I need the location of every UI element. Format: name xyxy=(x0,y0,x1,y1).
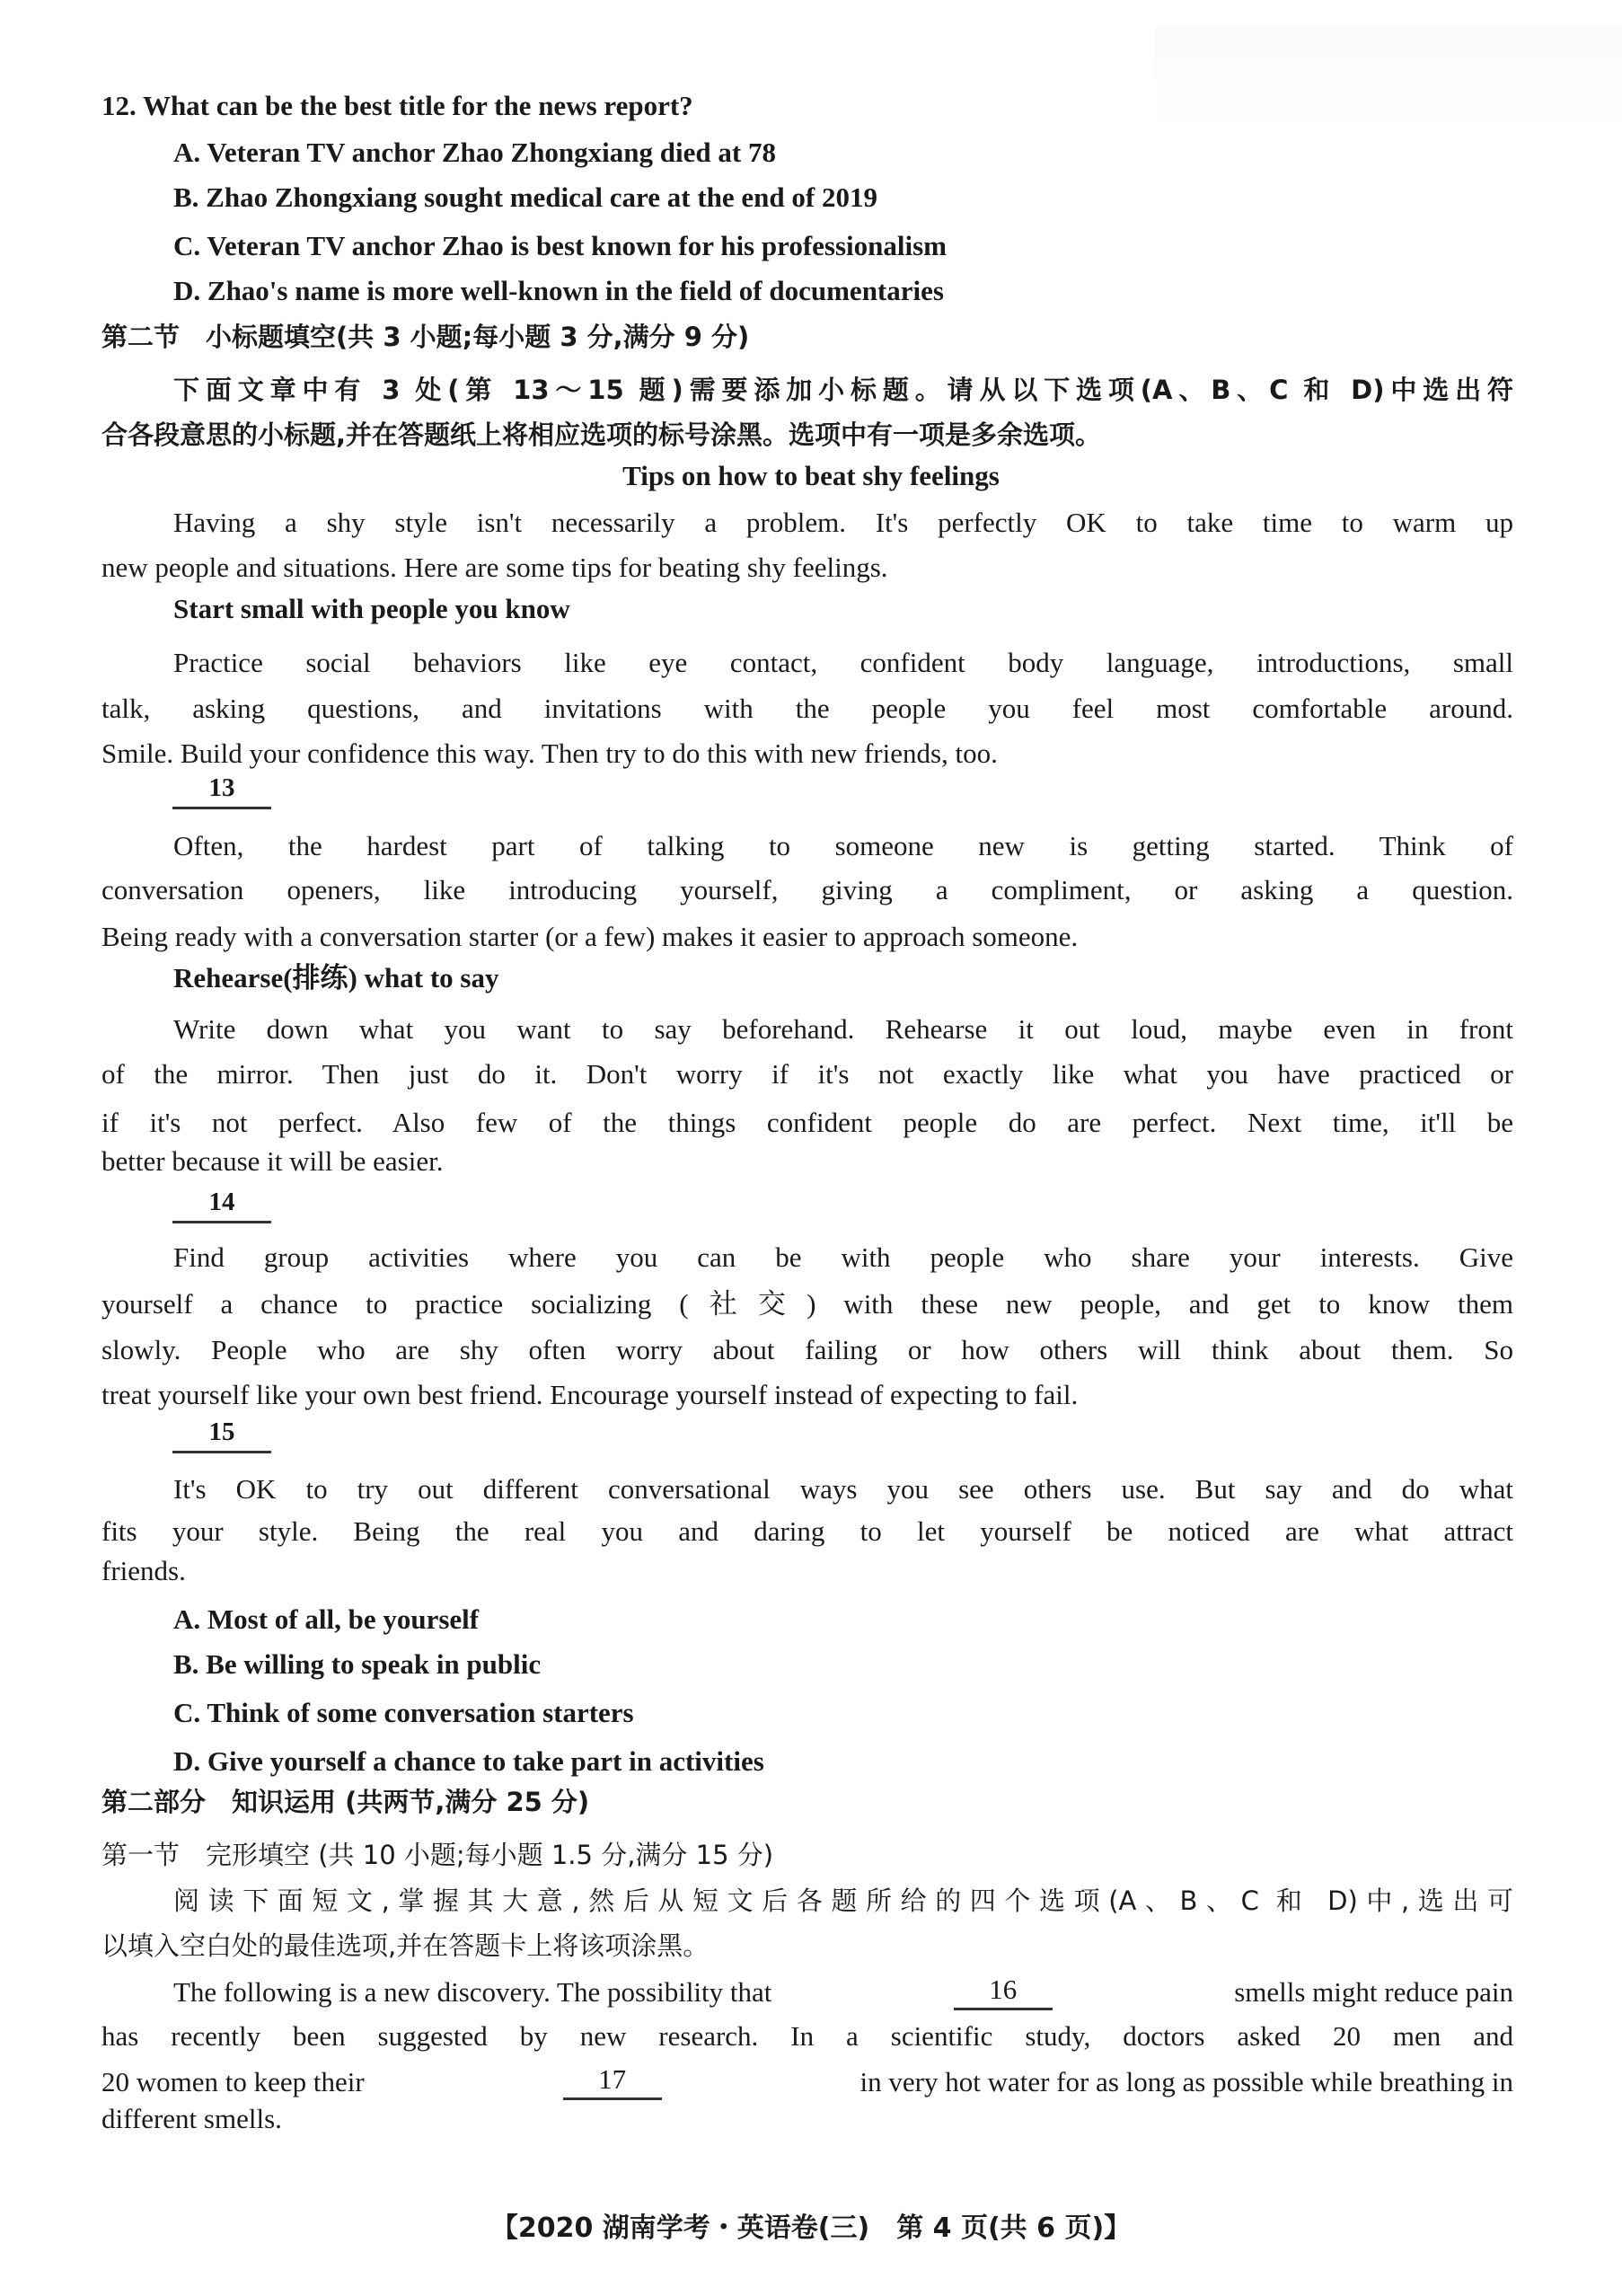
cloze-line1-end: smells might reduce pain xyxy=(1234,1976,1513,2008)
q12-option-d: D. Zhao's name is more well-known in the field of documentaries xyxy=(173,275,944,306)
para5-line1: It's OK to try out different conversational ways you see others use. But say and do what xyxy=(173,1473,1513,1505)
blank-14: 14 xyxy=(208,1188,235,1216)
question-12: 12. What can be the best title for the news report? xyxy=(101,90,693,121)
q12-option-b: B. Zhao Zhongxiang sought medical care at the end of 2019 xyxy=(173,181,877,213)
para3-line4: better because it will be easier. xyxy=(101,1145,444,1177)
blank-13: 13 xyxy=(208,773,235,802)
part2-instructions-line1: 阅读下面短文,掌握其大意,然后从短文后各题所给的四个选项(A、B、C 和 D)中,选出可 xyxy=(173,1885,1513,1916)
para1-line3: Smile. Build your confidence this way. Then try to do this with new friends, too. xyxy=(101,737,998,769)
q12-option-a: A. Veteran TV anchor Zhao Zhongxiang died at 78 xyxy=(173,137,776,168)
para1-line2: talk, asking questions, and invitations with the people you feel most comfortable around. xyxy=(101,693,1513,724)
cloze-line3-end: in very hot water for as long as possible while breathing in xyxy=(859,2066,1513,2097)
choice-d: D. Give yourself a chance to take part in activities xyxy=(173,1745,764,1777)
para3-line1: Write down what you want to say beforehand. Rehearse it out loud, maybe even in front xyxy=(173,1013,1513,1045)
choice-c: C. Think of some conversation starters xyxy=(173,1697,634,1728)
blank-17: 17 xyxy=(563,2064,662,2100)
section-heading: 第二节 小标题填空(共 3 小题;每小题 3 分,满分 9 分) xyxy=(101,322,750,352)
para2-line3: Being ready with a conversation starter (or a few) makes it easier to approach someone. xyxy=(101,921,1079,952)
choice-a: A. Most of all, be yourself xyxy=(173,1603,480,1635)
cloze-line1-start: The following is a new discovery. The possibility that xyxy=(173,1976,772,2008)
subheading-start-small: Start small with people you know xyxy=(173,593,570,624)
cloze-line4: different smells. xyxy=(101,2103,282,2134)
para5-line3: friends. xyxy=(101,1555,186,1586)
para2-line1: Often, the hardest part of talking to someone new is getting started. Think of xyxy=(173,830,1513,861)
part2-instructions-line2: 以填入空白处的最佳选项,并在答题卡上将该项涂黑。 xyxy=(101,1930,710,1961)
cloze-line2: has recently been suggested by new research. In a scientific study, doctors asked 20 men and xyxy=(101,2020,1513,2052)
section-instructions-line2: 合各段意思的小标题,并在答题纸上将相应选项的标号涂黑。选项中有一项是多余选项。 xyxy=(101,419,1102,450)
page-footer: 【2020 湖南学考・英语卷(三) 第 4 页(共 6 页)】 xyxy=(490,2212,1132,2244)
intro-line2: new people and situations. Here are some tips for beating shy feelings. xyxy=(101,552,888,583)
cloze-line3-start: 20 women to keep their xyxy=(101,2066,365,2097)
section-instructions-line1: 下面文章中有 3 处(第 13～15 题)需要添加小标题。请从以下选项(A、B、C 和 D)中选出符 xyxy=(173,375,1513,405)
para4-line2: yourself a chance to practice socializing (社交) with these new people, and get to know them xyxy=(101,1288,1513,1320)
para3-line3: if it's not perfect. Also few of the things confident people do are perfect. Next time, it'll be xyxy=(101,1107,1513,1138)
para1-line1: Practice social behaviors like eye contact, confident body language, introductions, small xyxy=(173,647,1513,678)
part2-section1-heading: 第一节 完形填空 (共 10 小题;每小题 1.5 分,满分 15 分) xyxy=(101,1840,774,1870)
para4-line4: treat yourself like your own best friend. Encourage yourself instead of expecting to fail. xyxy=(101,1379,1079,1410)
passage-title: Tips on how to beat shy feelings xyxy=(622,460,1000,491)
cloze-line1 xyxy=(173,1974,1513,2010)
para4-line3: slowly. People who are shy often worry about failing or how others will think about them. So xyxy=(101,1334,1513,1365)
para5-line2: fits your style. Being the real you and daring to let yourself be noticed are what attract xyxy=(101,1515,1513,1547)
blank-15-underline xyxy=(172,1451,271,1453)
subheading-rehearse: Rehearse(排练) what to say xyxy=(173,962,499,993)
blank-16: 16 xyxy=(954,1974,1053,2010)
part2-heading: 第二部分 知识运用 (共两节,满分 25 分) xyxy=(101,1787,590,1817)
blank-14-underline xyxy=(172,1221,271,1223)
para4-line1: Find group activities where you can be with people who share your interests. Give xyxy=(173,1241,1513,1273)
para3-line2: of the mirror. Then just do it. Don't worry if it's not exactly like what you have practiced or xyxy=(101,1058,1513,1090)
scan-bleed-through xyxy=(1155,27,1622,135)
q12-option-c: C. Veteran TV anchor Zhao is best known for his professionalism xyxy=(173,230,947,261)
para2-line2: conversation openers, like introducing yourself, giving a compliment, or asking a question. xyxy=(101,874,1513,905)
cloze-line3 xyxy=(101,2064,1513,2100)
choice-b: B. Be willing to speak in public xyxy=(173,1648,542,1680)
blank-13-underline xyxy=(172,807,271,809)
intro-line1: Having a shy style isn't necessarily a problem. It's perfectly OK to take time to warm up xyxy=(173,507,1513,538)
blank-15: 15 xyxy=(208,1417,235,1446)
